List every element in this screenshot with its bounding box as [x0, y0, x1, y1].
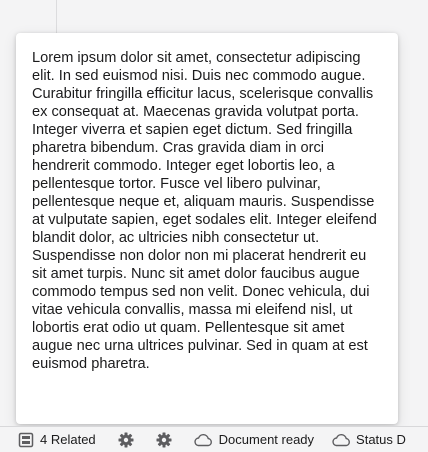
cloud-icon: [193, 433, 213, 447]
related-items-label: 4 Related: [40, 432, 96, 447]
document-status-button[interactable]: [193, 427, 314, 452]
settings-button-2[interactable]: [156, 427, 172, 452]
document-status-label: Document ready: [218, 432, 315, 447]
gear-icon: [118, 432, 134, 448]
status-label: Status D: [356, 432, 406, 447]
status-button[interactable]: [331, 427, 406, 452]
popover-text: Lorem ipsum dolor sit amet, consectetur adipiscing elit. In sed euismod nisi. Duis nec commodo augue. Curabitur fringilla efficitur lacus, scelerisque convallis ex consequat at. Maecenas gravida volutpat porta. Integer viverra et sapien eget dictum. Sed fringilla pharetra bibendum. Cras gravida diam in orci hendrerit commodo. Integer eget lobortis leo, a pellentesque tortor. Fusce vel libero pulvinar, pellentesque neque et, aliquam mauris. Suspendisse at vulputate sapien, eget sodales elit. Integer eleifend blandit dolor, ac ultricies nibh consectetur ut. Suspendisse non dolor non mi placerat hendrerit eu sit amet turpis. Nunc sit amet dolor faucibus augue commodo tempus sed non velit. Donec vehicula, dui vitae vehicula convallis, massa mi eleifend nisl, ut lobortis erat odio ut quam. Pellentesque sit amet augue nec urna ultrices pulvinar. Sed in quam at est euismod pharetra.: [32, 50, 377, 372]
settings-button-1[interactable]: [118, 427, 134, 452]
cloud-icon: [331, 433, 351, 447]
related-items-button[interactable]: [18, 427, 96, 452]
related-items-icon: [18, 432, 34, 448]
status-bar: [0, 426, 428, 452]
text-popover: [16, 33, 398, 424]
gear-icon: [156, 432, 172, 448]
